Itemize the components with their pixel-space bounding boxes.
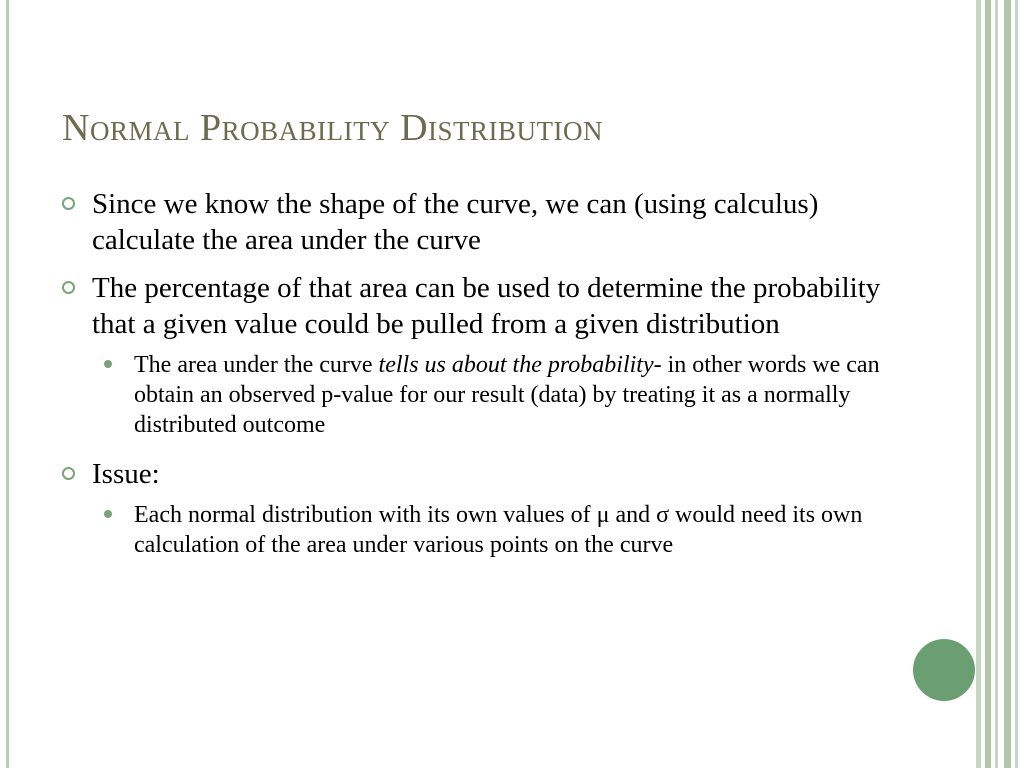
frame-band xyxy=(1015,0,1018,768)
slide-title: Normal Probability Distribution xyxy=(62,107,604,149)
bullet-dot-icon xyxy=(104,350,134,378)
bullet-item xyxy=(62,456,882,492)
bullet-dot-icon xyxy=(104,500,134,528)
bullet-ring-icon xyxy=(62,186,92,220)
sub-bullet-text xyxy=(134,350,882,440)
sub-bullet-item xyxy=(104,500,882,560)
bullet-text: Since we know the shape of the curve, we can (using calculus) calculate the area under the curve xyxy=(92,188,819,256)
bullet-text: The percentage of that area can be used to determine the probability that a given value could be pulled from a given distribution xyxy=(92,272,881,340)
bullet-text: Issue: xyxy=(92,458,160,490)
sub-bullet-text: Each normal distribution with its own values of μ and σ would need its own calculation of the area under various points on the curve xyxy=(134,502,863,558)
frame-band xyxy=(1004,0,1011,768)
left-border-line xyxy=(6,0,9,768)
sub-bullet-emphasis: tells us about the probability xyxy=(378,352,654,378)
slide-content xyxy=(62,186,882,576)
sub-bullet-suffix: - in other words we can obtain an observed p-value for our result (data) by treating it as a normally distributed outcome xyxy=(134,352,880,438)
bullet-item xyxy=(62,270,882,342)
frame-band xyxy=(995,0,998,768)
bullet-ring-icon xyxy=(62,456,92,490)
frame-band xyxy=(976,0,981,768)
sub-bullet-item xyxy=(104,350,882,440)
sub-bullet-prefix: The area under the curve xyxy=(134,352,379,378)
decorative-circle xyxy=(913,639,975,701)
right-decorative-frame xyxy=(976,0,1024,768)
bullet-item xyxy=(62,186,882,258)
frame-band xyxy=(985,0,991,768)
bullet-ring-icon xyxy=(62,270,92,304)
